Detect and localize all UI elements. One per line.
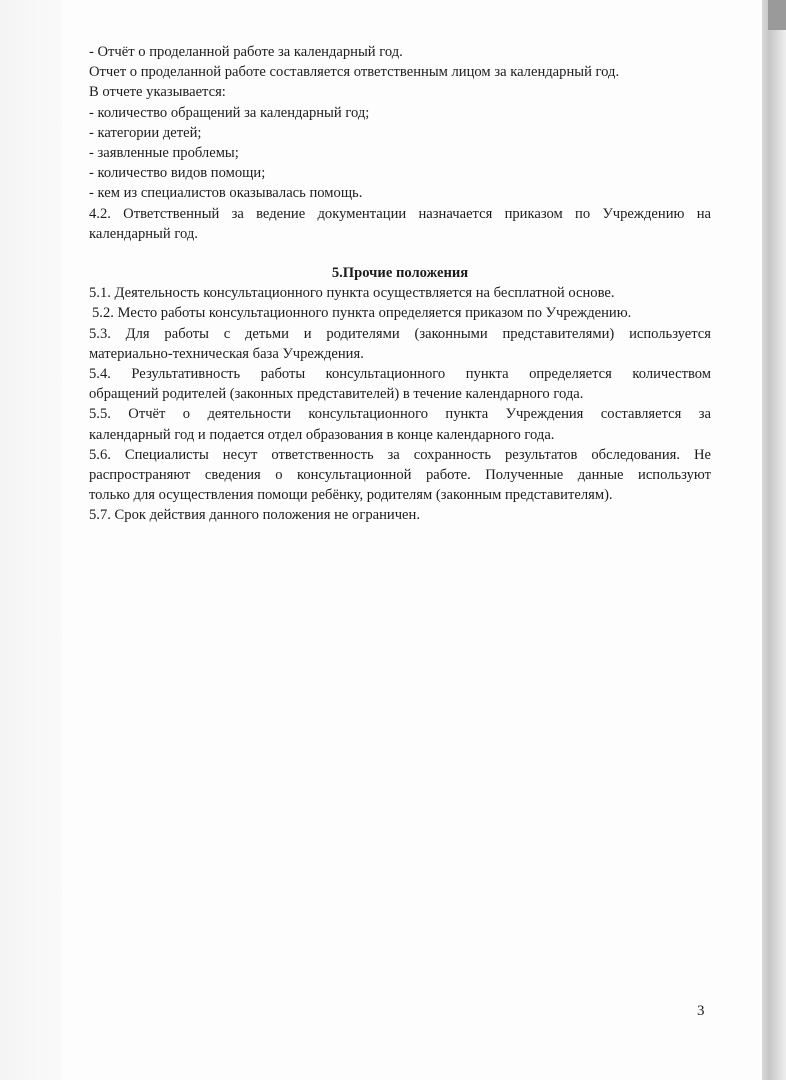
- paragraph-5-1: 5.1. Деятельность консультационного пункта осуществляется на бесплатной основе.: [89, 285, 615, 302]
- report-list-item: - количество видов помощи;: [89, 165, 266, 182]
- paragraph-5-6-line-1: 5.6. Специалисты несут ответственность за сохранность результатов обследования. Не: [89, 446, 711, 463]
- document-body: [89, 42, 711, 526]
- paragraph-4-2-line-1: 4.2. Ответственный за ведение документации назначается приказом по Учреждению на: [89, 205, 711, 222]
- report-description-line: Отчет о проделанной работе составляется ответственным лицом за календарный год.: [89, 64, 620, 81]
- paragraph-5-7: 5.7. Срок действия данного положения не ограничен.: [89, 507, 420, 524]
- paragraph-5-4-line-1: 5.4. Результативность работы консультационного пункта определяется количеством: [89, 366, 711, 383]
- report-list-item: - количество обращений за календарный год;: [89, 104, 370, 121]
- scan-left-margin: [0, 0, 62, 1080]
- scan-corner-shadow: [768, 0, 786, 30]
- report-contents-intro: В отчете указывается:: [89, 84, 226, 101]
- paragraph-5-3-line-2: материально-техническая база Учреждения.: [89, 345, 364, 362]
- paragraph-5-5-line-2: календарный год и подается отдел образования в конце календарного года.: [89, 426, 555, 443]
- report-list-item: - категории детей;: [89, 124, 202, 141]
- paragraph-5-6-line-3: только для осуществления помощи ребёнку, родителям (законным представителям).: [89, 487, 613, 504]
- paragraph-5-6-line-2: распространяют сведения о консультационной работе. Полученные данные используют: [89, 467, 711, 484]
- scan-right-edge: [762, 0, 786, 1080]
- report-item-line: - Отчёт о проделанной работе за календарный год.: [89, 44, 403, 60]
- report-list-item: - кем из специалистов оказывалась помощь.: [89, 185, 363, 202]
- paragraph-5-5-line-1: 5.5. Отчёт о деятельности консультационного пункта Учреждения составляется за: [89, 406, 711, 423]
- paragraph-5-4-line-2: обращений родителей (законных представителей) в течение календарного года.: [89, 386, 584, 403]
- section-5-heading: 5.Прочие положения: [331, 265, 469, 282]
- page-number: 3: [697, 1003, 705, 1019]
- paragraph-4-2-line-2: календарный год.: [89, 225, 198, 242]
- paragraph-5-2: 5.2. Место работы консультационного пункта определяется приказом по Учреждению.: [92, 305, 632, 322]
- report-list-item: - заявленные проблемы;: [89, 145, 239, 162]
- paragraph-5-3-line-1: 5.3. Для работы с детьми и родителями (законными представителями) используется: [89, 325, 711, 342]
